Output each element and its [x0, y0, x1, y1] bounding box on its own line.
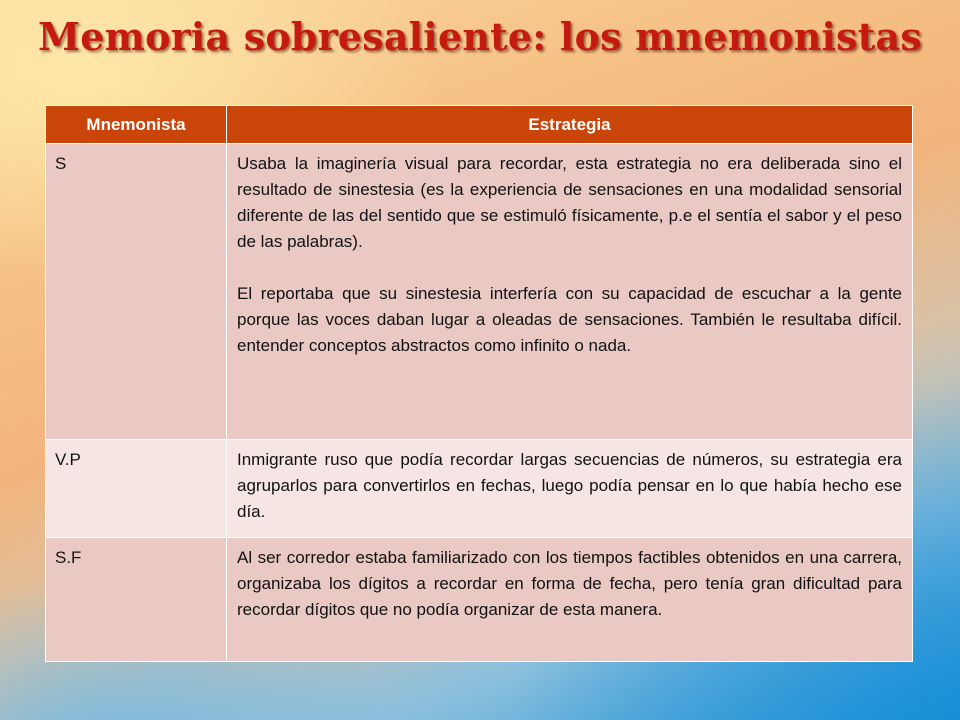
header-estrategia: Estrategia [227, 106, 913, 144]
header-mnemonista: Mnemonista [46, 106, 227, 144]
table-row [46, 440, 913, 538]
mnemonist-name: V.P [46, 440, 227, 538]
strategy-text [227, 144, 913, 440]
mnemonist-name: S.F [46, 538, 227, 662]
mnemonist-table [45, 105, 913, 662]
slide-title: Memoria sobresaliente: los mnemonistas [38, 14, 922, 59]
mnemonist-name: S [46, 144, 227, 440]
strategy-text [227, 538, 913, 662]
strategy-paragraph: Usaba la imaginería visual para recordar, esta estrategia no era deliberada sino el resultado de sinestesia (es la experiencia de sensaciones en una modalidad sensorial diferente de las del sentido que se estimuló físicamente, p.e el sentía el sabor y el peso de las palabras). [237, 154, 902, 251]
table-row [46, 538, 913, 662]
strategy-text [227, 440, 913, 538]
table-row [46, 144, 913, 440]
table-header-row [46, 106, 913, 144]
strategy-paragraph: Inmigrante ruso que podía recordar largas secuencias de números, su estrategia era agruparlos para convertirlos en fechas, luego podía pensar en lo que había hecho ese día. [237, 450, 902, 521]
strategy-paragraph: El reportaba que su sinestesia interfería con su capacidad de escuchar a la gente porque las voces daban lugar a oleadas de sensaciones. También le resultaba difícil. entender conceptos abstractos como infinito o nada. [237, 284, 902, 355]
strategy-paragraph: Al ser corredor estaba familiarizado con los tiempos factibles obtenidos en una carrera, organizaba los dígitos a recordar en forma de fecha, pero tenía gran dificultad para recordar dígitos que no podía organizar de esta manera. [237, 548, 902, 619]
